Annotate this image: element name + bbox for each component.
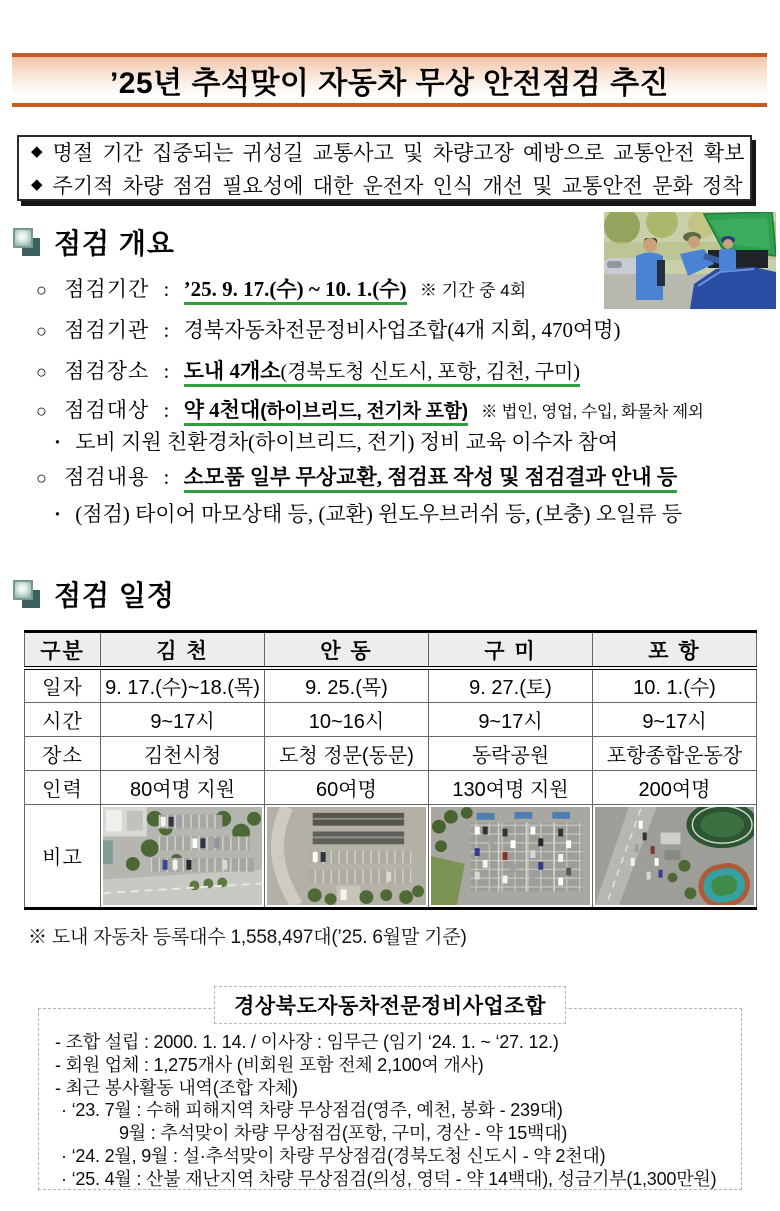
circle-bullet-icon: ○ <box>36 280 47 300</box>
aerial-photo-gimcheon <box>103 807 262 905</box>
table-cell: 10~16시 <box>265 702 429 736</box>
item-value: ’25. 9. 17.(수) ~ 10. 1.(수) <box>184 277 407 305</box>
table-cell: 9~17시 <box>593 702 757 736</box>
section-title-schedule: 점검 일정 <box>54 580 175 611</box>
item-value: 경북자동차전문정비사업조합(4개 지회, 470여명) <box>183 318 621 342</box>
overview-subitem-1 <box>54 429 618 455</box>
table-cell: 60여명 <box>265 770 429 804</box>
table-col-gimcheon: 김 천 <box>101 632 265 669</box>
layered-squares-icon <box>12 227 42 257</box>
table-cell: 9. 25.(목) <box>265 668 429 702</box>
circle-bullet-icon: ○ <box>36 468 47 488</box>
layered-squares-icon <box>12 579 42 609</box>
page-title: ’25년 추석맞이 자동차 무상 안전점검 추진 <box>109 67 670 100</box>
item-label: 점검내용 <box>64 465 150 489</box>
car-engine-inspection-photo <box>604 212 776 309</box>
row-label: 장소 <box>25 736 101 770</box>
item-value <box>184 398 468 426</box>
summary-text: 명절 기간 집중되는 귀성길 교통사고 및 차량고장 예방으로 교통안전 확보 <box>52 140 745 165</box>
item-value-rest: (하이브리드, 전기차 포함) <box>260 401 468 422</box>
item-label: 점검기관 <box>64 318 150 342</box>
org-line: - 회원 업체 : 1,275개사 (비회원 포함 전체 2,100여 개사) <box>55 1054 484 1075</box>
table-cell <box>429 804 593 908</box>
colon-separator: : <box>163 398 170 422</box>
dot-bullet-icon: · <box>54 430 62 454</box>
overview-item-content <box>36 464 677 491</box>
table-cell: 9~17시 <box>429 702 593 736</box>
table-cell: 10. 1.(수) <box>593 668 757 702</box>
org-line: · ‘23. 7월 : 수해 피해지역 차량 무상점검(영주, 예천, 봉화 - 239대) <box>61 1100 563 1121</box>
subitem-text: 도비 지원 친환경차(하이브리드, 전기) 정비 교육 이수자 참여 <box>75 430 619 454</box>
table-header-row <box>25 632 757 669</box>
circle-bullet-icon: ○ <box>36 321 47 341</box>
row-label: 인력 <box>25 770 101 804</box>
summary-bullet-1 <box>27 137 745 167</box>
table-cell: 9~17시 <box>101 702 265 736</box>
org-line: - 최근 봉사활동 내역(조합 자체) <box>55 1077 298 1098</box>
table-row-remark <box>25 804 757 908</box>
item-label: 점검대상 <box>64 398 150 422</box>
table-cell <box>593 804 757 908</box>
item-value-bold: 도내 4개소 <box>183 359 281 383</box>
section-head-overview <box>12 222 175 262</box>
summary-text: 주기적 차량 점검 필요성에 대한 운전자 인식 개선 및 교통안전 문화 정착 <box>52 173 743 198</box>
row-label: 일자 <box>25 668 101 702</box>
colon-separator: : <box>163 277 170 301</box>
table-cell <box>265 804 429 908</box>
table-cell: 도청 정문(동문) <box>265 736 429 770</box>
circle-bullet-icon: ○ <box>36 401 47 421</box>
table-row-date <box>25 668 757 702</box>
section-head-schedule <box>12 574 175 614</box>
item-value <box>184 359 580 387</box>
schedule-table <box>24 630 757 910</box>
table-cell: 김천시청 <box>101 736 265 770</box>
table-cell: 80여명 지원 <box>101 770 265 804</box>
org-line: · ‘25. 4월 : 산불 재난지역 차량 무상점검(의성, 영덕 - 약 14백대), 성금기부(1,300만원) <box>61 1168 717 1189</box>
item-label: 점검기간 <box>64 277 150 301</box>
colon-separator: : <box>163 318 170 342</box>
title-banner <box>12 53 767 107</box>
table-col-gumi: 구 미 <box>429 632 593 669</box>
summary-bullet-2 <box>27 170 742 200</box>
item-label: 점검장소 <box>64 359 150 383</box>
table-cell: 포항종합운동장 <box>593 736 757 770</box>
table-cell: 9. 17.(수)~18.(목) <box>101 668 265 702</box>
overview-item-target <box>36 397 704 425</box>
section-title-overview: 점검 개요 <box>54 228 175 259</box>
org-line: - 조합 설립 : 2000. 1. 14. / 이사장 : 임무근 (임기 ‘24. 1. ~ ‘27. 12.) <box>55 1032 559 1052</box>
overview-item-place <box>36 358 580 385</box>
overview-item-agency <box>36 317 621 344</box>
table-cell: 9. 27.(토) <box>429 668 593 702</box>
org-box-title: 경상북도자동차전문정비사업조합 <box>214 986 566 1024</box>
overview-subitem-2 <box>54 501 682 527</box>
table-row-staff <box>25 770 757 804</box>
circle-bullet-icon: ○ <box>36 362 47 382</box>
dot-bullet-icon: · <box>54 502 62 526</box>
aerial-photo-gumi <box>431 807 590 905</box>
aerial-photo-andong <box>267 807 426 905</box>
diamond-bullet-icon: ◆ <box>31 177 43 193</box>
subitem-text: (점검) 타이어 마모상태 등, (교환) 윈도우브러쉬 등, (보충) 오일류 등 <box>75 502 683 526</box>
table-col-andong: 안 동 <box>265 632 429 669</box>
item-note: ※ 기간 중 4회 <box>419 281 527 300</box>
overview-item-period <box>36 276 526 304</box>
summary-box <box>17 135 752 201</box>
colon-separator: : <box>163 465 170 489</box>
table-cell: 200여명 <box>593 770 757 804</box>
org-line: 9월 : 추석맞이 차량 무상점검(포항, 구미, 경산 - 약 15백대) <box>119 1123 568 1144</box>
org-line: · ‘24. 2월, 9월 : 설·추석맞이 차량 무상점검(경북도청 신도시 - 약 2천대) <box>61 1145 606 1166</box>
row-label: 비고 <box>25 804 101 908</box>
org-box-content <box>55 1031 735 1191</box>
diamond-bullet-icon: ◆ <box>31 144 43 160</box>
registration-footnote: ※ 도내 자동차 등록대수 1,558,497대(’25. 6월말 기준) <box>28 927 467 948</box>
table-cell: 동락공원 <box>429 736 593 770</box>
item-note: ※ 법인, 영업, 수입, 화물차 제외 <box>481 403 704 421</box>
colon-separator: : <box>163 359 170 383</box>
table-cell: 130여명 지원 <box>429 770 593 804</box>
aerial-photo-pohang <box>595 807 754 905</box>
table-corner-label: 구분 <box>25 632 101 669</box>
row-label: 시간 <box>25 702 101 736</box>
table-row-time <box>25 702 757 736</box>
item-value-bold: 약 4천대 <box>183 398 261 422</box>
item-value-rest: (경북도청 신도시, 포항, 김천, 구미) <box>280 361 581 383</box>
table-cell <box>101 804 265 908</box>
item-value: 소모품 일부 무상교환, 점검표 작성 및 점검결과 안내 등 <box>184 465 678 493</box>
table-row-place <box>25 736 757 770</box>
table-col-pohang: 포 항 <box>593 632 757 669</box>
